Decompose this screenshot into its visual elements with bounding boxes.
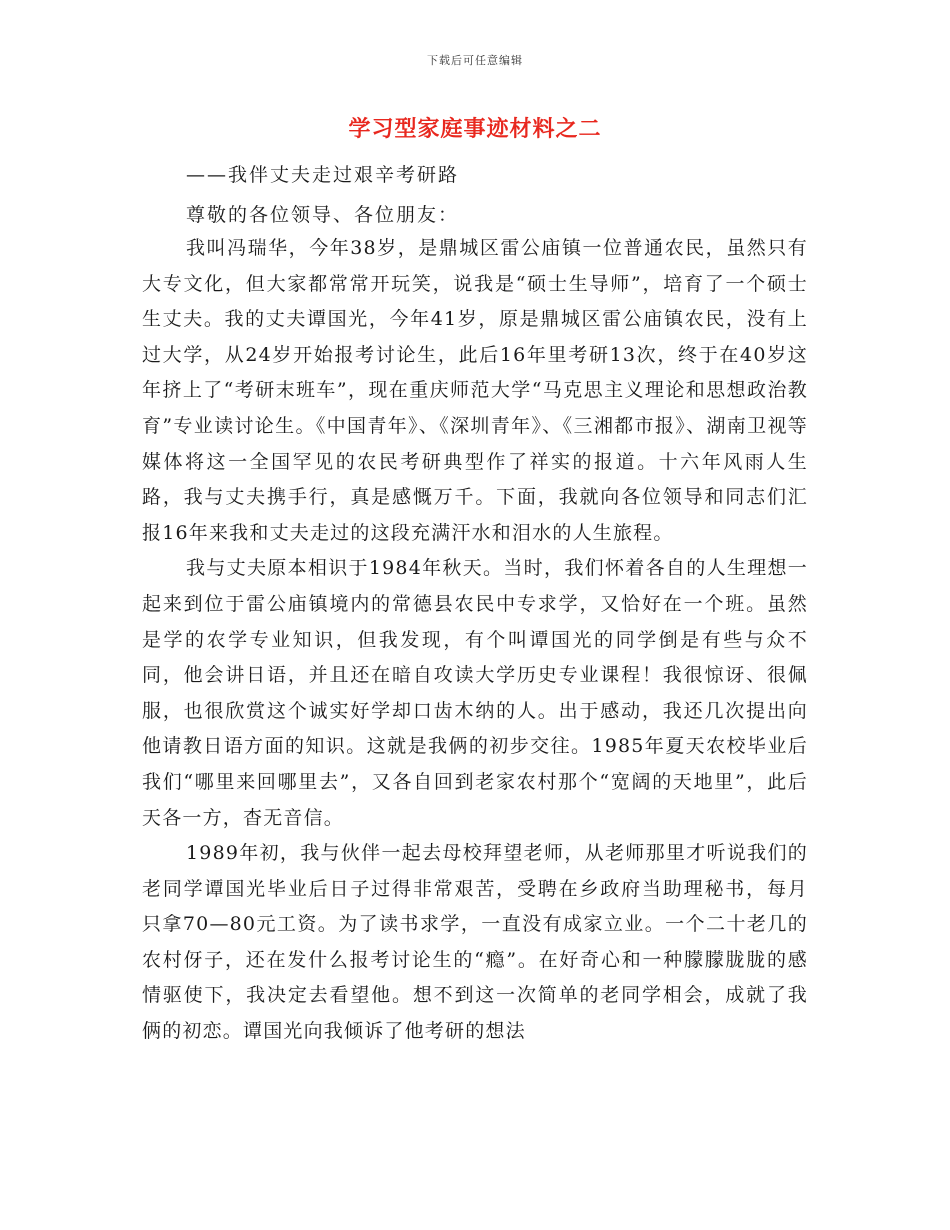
document-body xyxy=(142,231,808,1050)
paragraph: 1989年初，我与伙伴一起去母校拜望老师，从老师那里才听说我们的老同学谭国光毕业后日子过得非常艰苦，受聘在乡政府当助理秘书，每月只拿70—80元工资。为了读书求学，一直没有成家立业。一个二十老几的农村伢子，还在发什么报考讨论生的“瘾”。在好奇心和一种朦朦胧胧的感情驱使下，我决定去看望他。想不到这一次简单的老同学相会，成就了我俩的初恋。谭国光向我倾诉了他考研的想法 xyxy=(142,842,808,1043)
document-subtitle: ——我伴丈夫走过艰辛考研路 xyxy=(186,164,460,186)
salutation: 尊敬的各位领导、各位朋友： xyxy=(186,204,460,226)
paragraph: 我叫冯瑞华，今年38岁，是鼎城区雷公庙镇一位普通农民，虽然只有大专文化，但大家都常常开玩笑，说我是“硕士生导师”，培育了一个硕士生丈夫。我的丈夫谭国光，今年41岁，原是鼎城区雷公庙镇农民，没有上过大学，从24岁开始报考讨论生，此后16年里考研13次，终于在40岁这年挤上了“考研末班车”，现在重庆师范大学“马克思主义理论和思想政治教育”专业读讨论生。《中国青年》、《深圳青年》、《三湘都市报》、湖南卫视等媒体将这一全国罕见的农民考研典型作了祥实的报道。十六年风雨人生路，我与丈夫携手行，真是感慨万千。下面，我就向各位领导和同志们汇报16年来我和丈夫走过的这段充满汗水和泪水的人生旅程。 xyxy=(142,237,808,544)
page-header-note: 下载后可任意编辑 xyxy=(427,54,523,67)
document-title: 学习型家庭事迹材料之二 xyxy=(348,116,602,142)
paragraph: 我与丈夫原本相识于1984年秋天。当时，我们怀着各自的人生理想一起来到位于雷公庙镇境内的常德县农民中专求学，又恰好在一个班。虽然是学的农学专业知识，但我发现，有个叫谭国光的同学倒是有些与众不同，他会讲日语，并且还在暗自攻读大学历史专业课程！我很惊讶、很佩服，也很欣赏这个诚实好学却口齿木纳的人。出于感动，我还几次提出向他请教日语方面的知识。这就是我俩的初步交往。1985年夏天农校毕业后我们“哪里来回哪里去”，又各自回到老家农村那个“宽阔的天地里”，此后天各一方，杳无音信。 xyxy=(142,557,808,829)
